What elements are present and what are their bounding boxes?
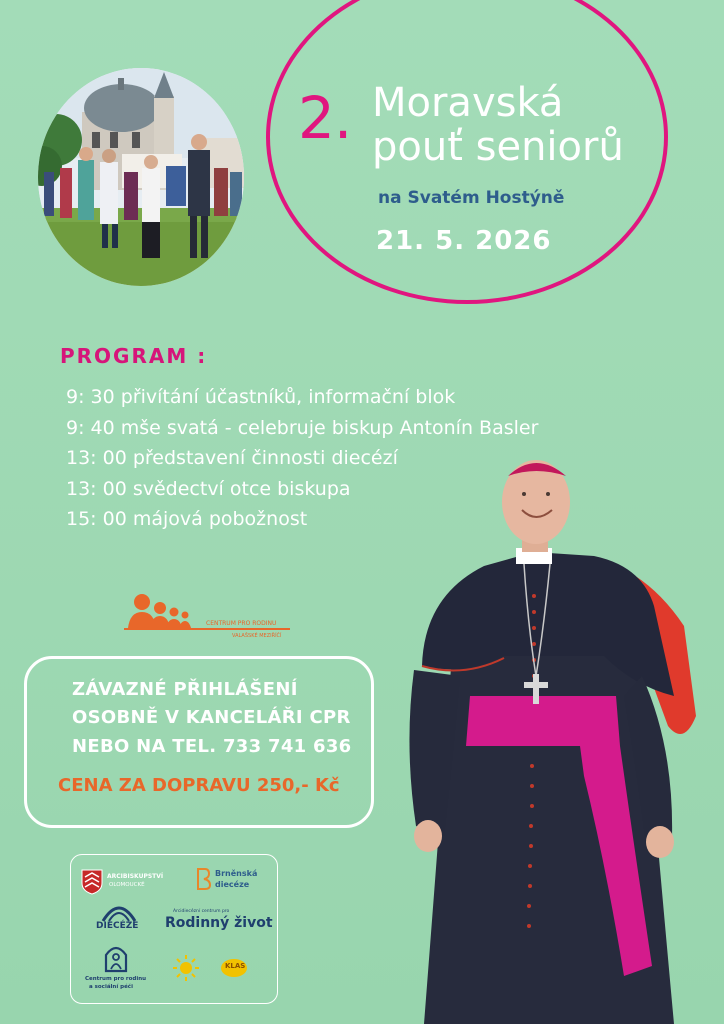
centrum-text-2: a sociální péči: [89, 984, 133, 990]
program-item: 15: 00 májová pobožnost: [66, 508, 308, 530]
edition-number: 2.: [298, 84, 352, 152]
registration-line-2: OSOBNĚ V KANCELÁŘI CPR: [72, 707, 351, 728]
olomouc-crest-icon: [81, 869, 103, 895]
cpr-logo-text-2: VALAŠSKÉ MEZIŘÍČÍ: [232, 633, 282, 639]
ostrava-text: DIECÉZE: [96, 921, 139, 931]
event-date: 21. 5. 2026: [376, 226, 552, 256]
klas-text: KLAS: [225, 962, 246, 970]
centrum-text-1: Centrum pro rodinu: [85, 976, 147, 982]
sun-logo-icon: [171, 953, 201, 983]
centrum-icon: [103, 943, 129, 973]
brno-diocese-icon: [195, 867, 211, 891]
olomouc-text-1: ARCIBISKUPSTVÍ: [107, 873, 164, 880]
program-item: 9: 40 mše svatá - celebruje biskup Antonín Basler: [66, 416, 539, 439]
subtitle: na Svatém Hostýně: [378, 188, 565, 208]
cpr-logo-text-1: CENTRUM PRO RODINU: [206, 620, 277, 627]
registration-line-3: NEBO NA TEL. 733 741 636: [72, 736, 352, 757]
olomouc-text-2: OLOMOUCKÉ: [109, 882, 145, 888]
partner-logos: [70, 854, 278, 1004]
cpr-logo: [124, 592, 294, 640]
rodinny-small-text: Arcidiecézní centrum pro: [173, 909, 230, 914]
rodinny-zivot-text: Rodinný život: [165, 915, 273, 931]
bishop-photo: [384, 446, 704, 1024]
title-line-2: pouť seniorů: [372, 124, 624, 170]
registration-line-1: ZÁVAZNÉ PŘIHLÁŠENÍ: [72, 679, 298, 700]
program-item: 13: 00 představení činnosti diecézí: [66, 447, 398, 469]
transport-price: CENA ZA DOPRAVU 250,- Kč: [58, 775, 340, 796]
program-heading: PROGRAM :: [60, 344, 208, 368]
program-item: 9: 30 přivítání účastníků, informační blok: [66, 386, 456, 408]
ostrava-diocese-icon: [101, 901, 137, 923]
pilgrimage-photo: [38, 68, 244, 286]
brno-text-1: Brněnská: [215, 869, 258, 878]
brno-text-2: diecéze: [215, 880, 250, 889]
program-item: 13: 00 svědectví otce biskupa: [66, 477, 351, 500]
title-line-1: Moravská: [372, 80, 564, 126]
